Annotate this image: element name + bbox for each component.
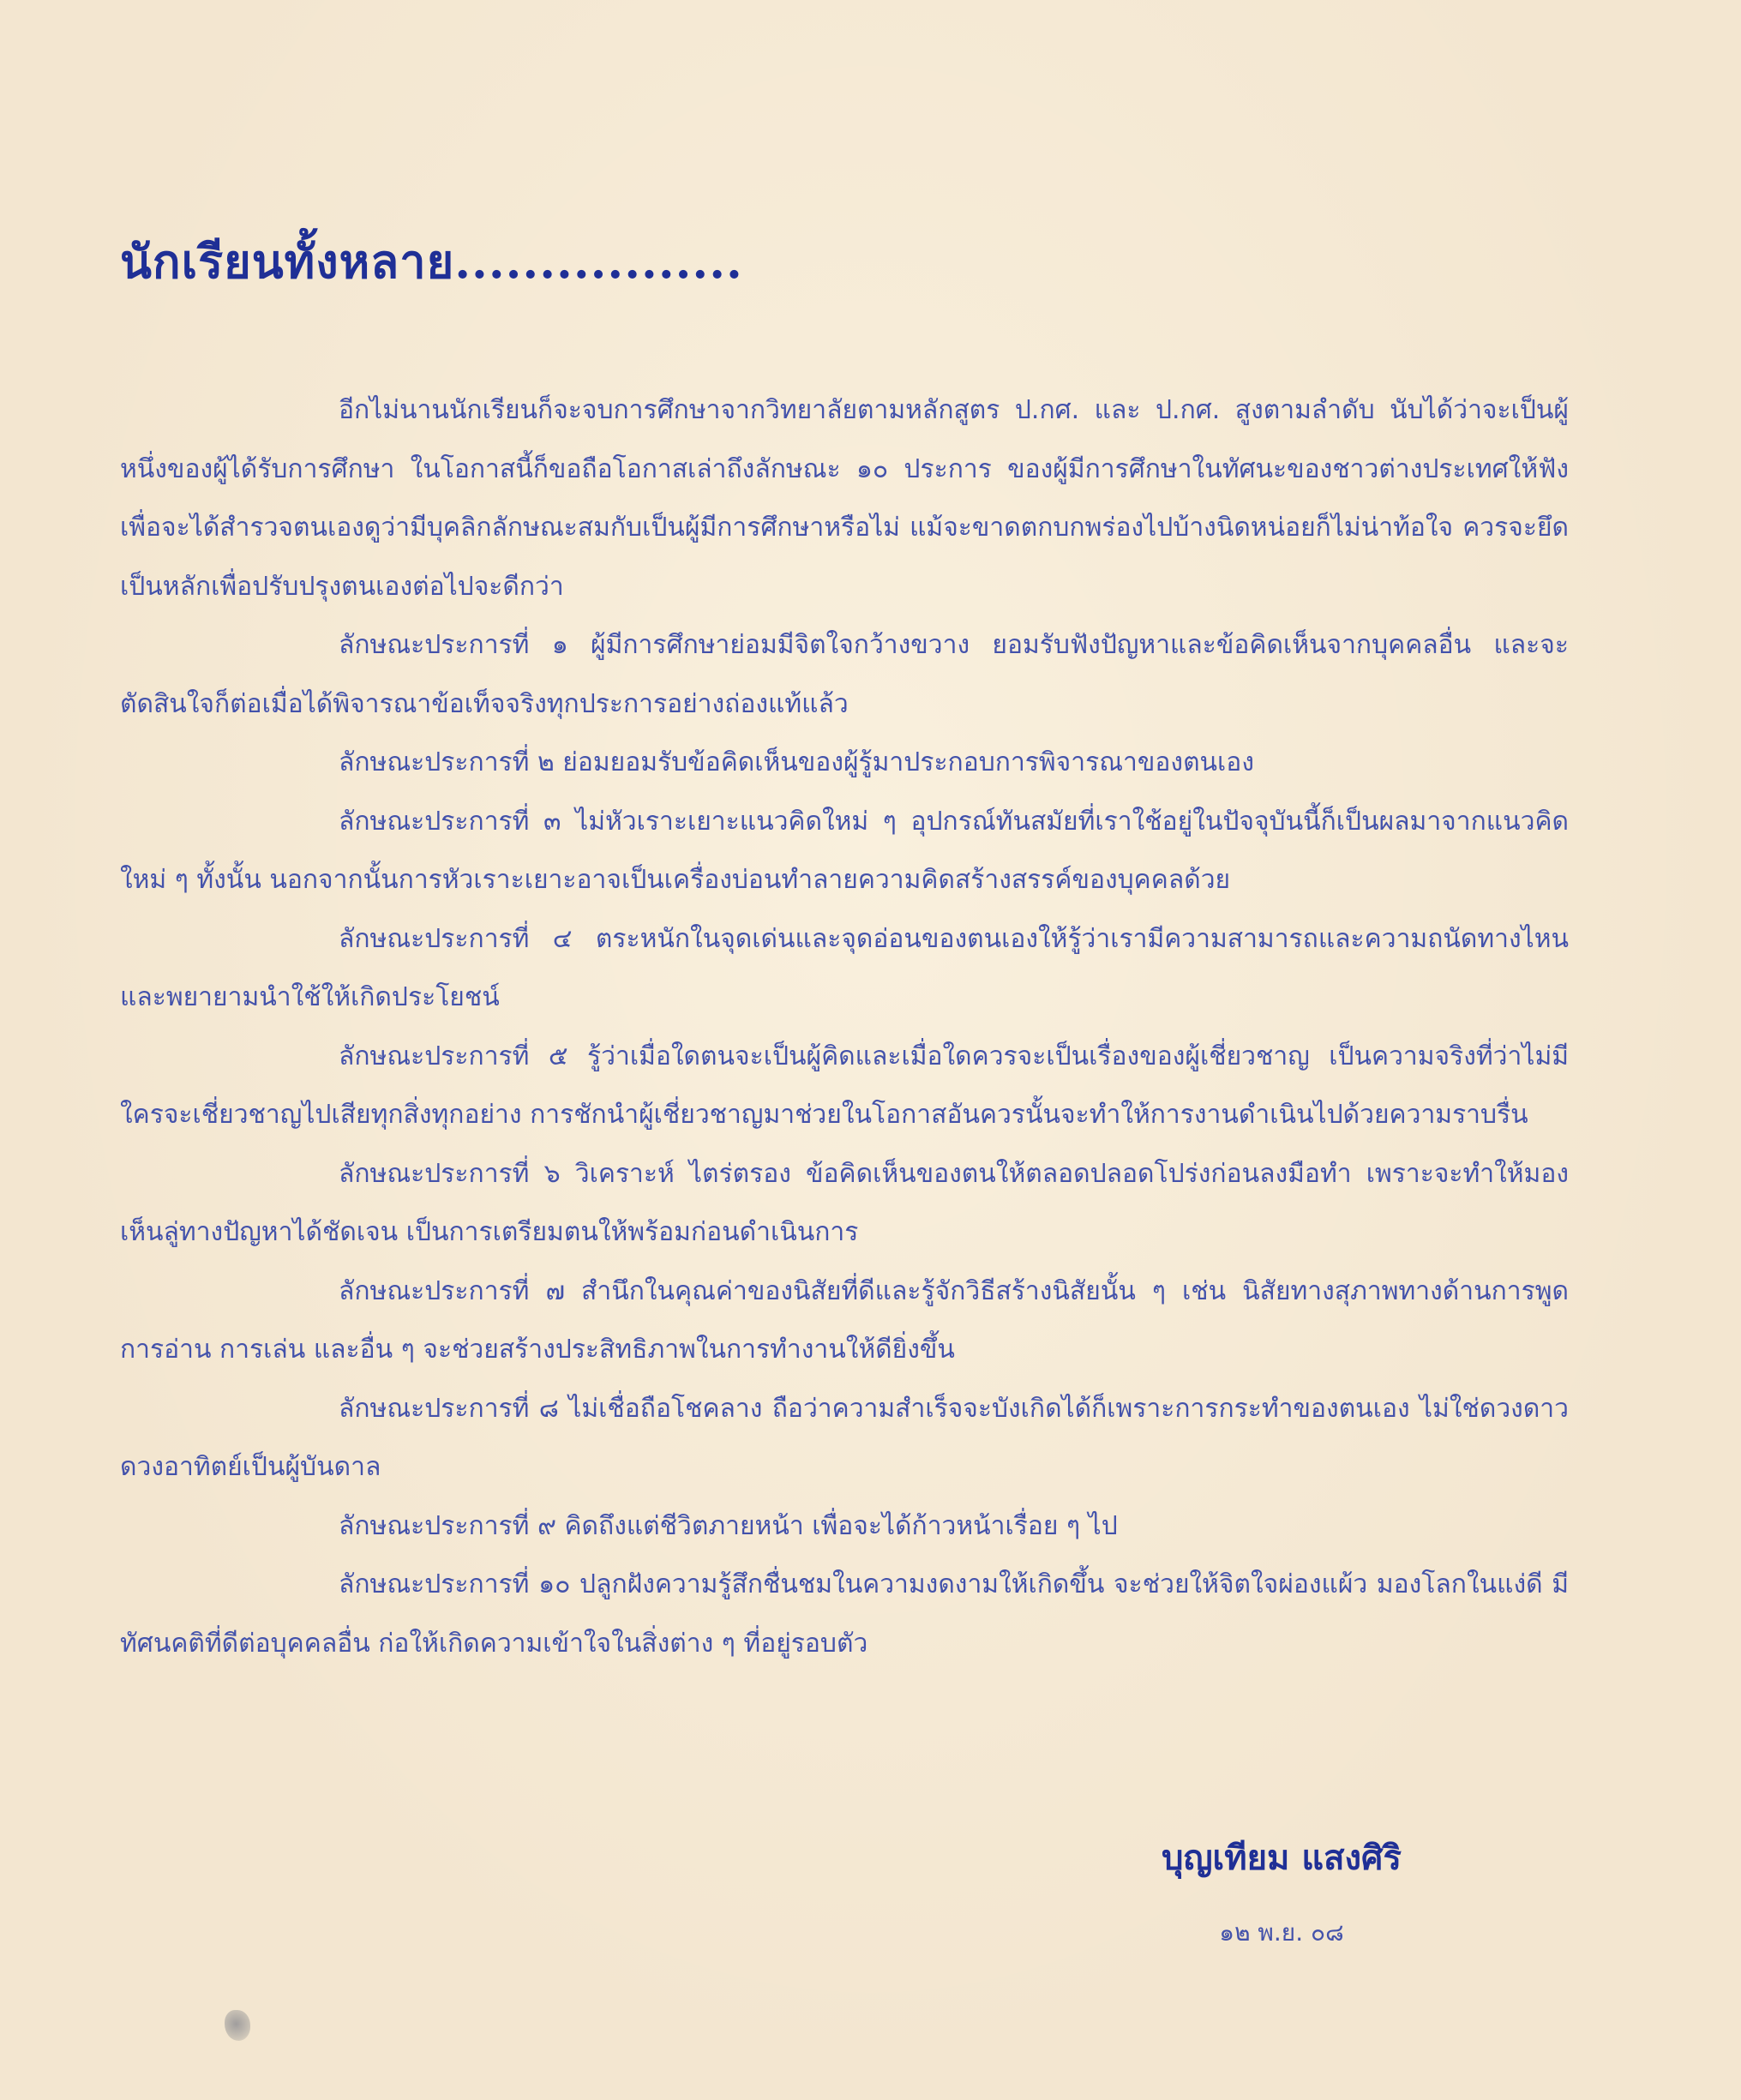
characteristic-8-paragraph: ลักษณะประการที่ ๘ ไม่เชื่อถือโชคลาง ถือว่าความสำเร็จจะบังเกิดได้ก็เพราะการกระทำของตนเอง ไม่ใช่ดวงดาวดวงอาทิตย์เป็นผู้บันดาล: [120, 1393, 1569, 1482]
characteristic-10-paragraph: ลักษณะประการที่ ๑๐ ปลูกฝังความรู้สึกชื่นชมในความงดงามให้เกิดขึ้น จะช่วยให้จิตใจผ่องแผ้ว มองโลกในแง่ดี มีทัศนคติที่ดีต่อบุคคลอื่น ก่อให้เกิดความเข้าใจในสิ่งต่าง ๆ ที่อยู่รอบตัว: [120, 1569, 1569, 1659]
letter-body: [120, 381, 1569, 1673]
characteristic-9-paragraph: ลักษณะประการที่ ๙ คิดถึงแต่ชีวิตภายหน้า เพื่อจะได้ก้าวหน้าเรื่อย ๆ ไป: [339, 1510, 1118, 1541]
letter-greeting: นักเรียนทั้งหลาย.................: [120, 234, 743, 289]
characteristic-4-paragraph: ลักษณะประการที่ ๔ ตระหนักในจุดเด่นและจุดอ่อนของตนเองให้รู้ว่าเรามีความสามารถและความถนัดทางไหน และพยายามนำใช้ให้เกิดประโยชน์: [120, 923, 1569, 1012]
characteristic-2-paragraph: ลักษณะประการที่ ๒ ย่อมยอมรับข้อคิดเห็นของผู้รู้มาประกอบการพิจารณาของตนเอง: [339, 747, 1254, 777]
intro-paragraph: อีกไม่นานนักเรียนก็จะจบการศึกษาจากวิทยาลัยตามหลักสูตร ป.กศ. และ ป.กศ. สูงตามลำดับ นับได้ว่าจะเป็นผู้หนึ่งของผู้ได้รับการศึกษา ในโอกาสนี้ก็ขอถือโอกาสเล่าถึงลักษณะ ๑๐ ประการ ของผู้มีการศึกษาในทัศนะของชาวต่างประเทศให้ฟัง เพื่อจะได้สำรวจตนเองดูว่ามีบุคลิกลักษณะสมกับเป็นผู้มีการศึกษาหรือไม่ แม้จะขาดตกบกพร่องไปบ้างนิดหน่อยก็ไม่น่าท้อใจ ควรจะยึดเป็นหลักเพื่อปรับปรุงตนเองต่อไปจะดีกว่า: [120, 395, 1569, 602]
characteristic-5-paragraph: ลักษณะประการที่ ๕ รู้ว่าเมื่อใดตนจะเป็นผู้คิดและเมื่อใดควรจะเป็นเรื่องของผู้เชี่ยวชาญ เป็นความจริงที่ว่าไม่มีใครจะเชี่ยวชาญไปเสียทุกสิ่งทุกอย่าง การชักนำผู้เชี่ยวชาญมาช่วยในโอกาสอันควรนั้นจะทำให้การงานดำเนินไปด้วยความราบรื่น: [120, 1041, 1569, 1130]
characteristic-1-paragraph: ลักษณะประการที่ ๑ ผู้มีการศึกษาย่อมมีจิตใจกว้างขวาง ยอมรับฟังปัญหาและข้อคิดเห็นจากบุคคลอื่น และจะตัดสินใจก็ต่อเมื่อได้พิจารณาข้อเท็จจริงทุกประการอย่างถ่องแท้แล้ว: [120, 630, 1569, 719]
signature-name: บุญเทียม แสงศิริ: [1162, 1838, 1402, 1878]
ink-smudge: [225, 2010, 250, 2041]
characteristic-6-paragraph: ลักษณะประการที่ ๖ วิเคราะห์ ไตร่ตรอง ข้อคิดเห็นของตนให้ตลอดปลอดโปร่งก่อนลงมือทำ เพราะจะทำให้มองเห็นลู่ทางปัญหาได้ชัดเจน เป็นการเตรียมตนให้พร้อมก่อนดำเนินการ: [120, 1158, 1569, 1247]
characteristic-3-paragraph: ลักษณะประการที่ ๓ ไม่หัวเราะเยาะแนวคิดใหม่ ๆ อุปกรณ์ทันสมัยที่เราใช้อยู่ในปัจจุบันนี้ก็เป็นผลมาจากแนวคิดใหม่ ๆ ทั้งนั้น นอกจากนั้นการหัวเราะเยาะอาจเป็นเครื่องบ่อนทำลายความคิดสร้างสรรค์ของบุคคลด้วย: [120, 806, 1569, 895]
signature-date: ๑๒ พ.ย. ๐๘: [1219, 1918, 1344, 1947]
characteristic-7-paragraph: ลักษณะประการที่ ๗ สำนึกในคุณค่าของนิสัยที่ดีและรู้จักวิธีสร้างนิสัยนั้น ๆ เช่น นิสัยทางสุภาพทางด้านการพูด การอ่าน การเล่น และอื่น ๆ จะช่วยสร้างประสิทธิภาพในการทำงานให้ดียิ่งขึ้น: [120, 1275, 1569, 1365]
